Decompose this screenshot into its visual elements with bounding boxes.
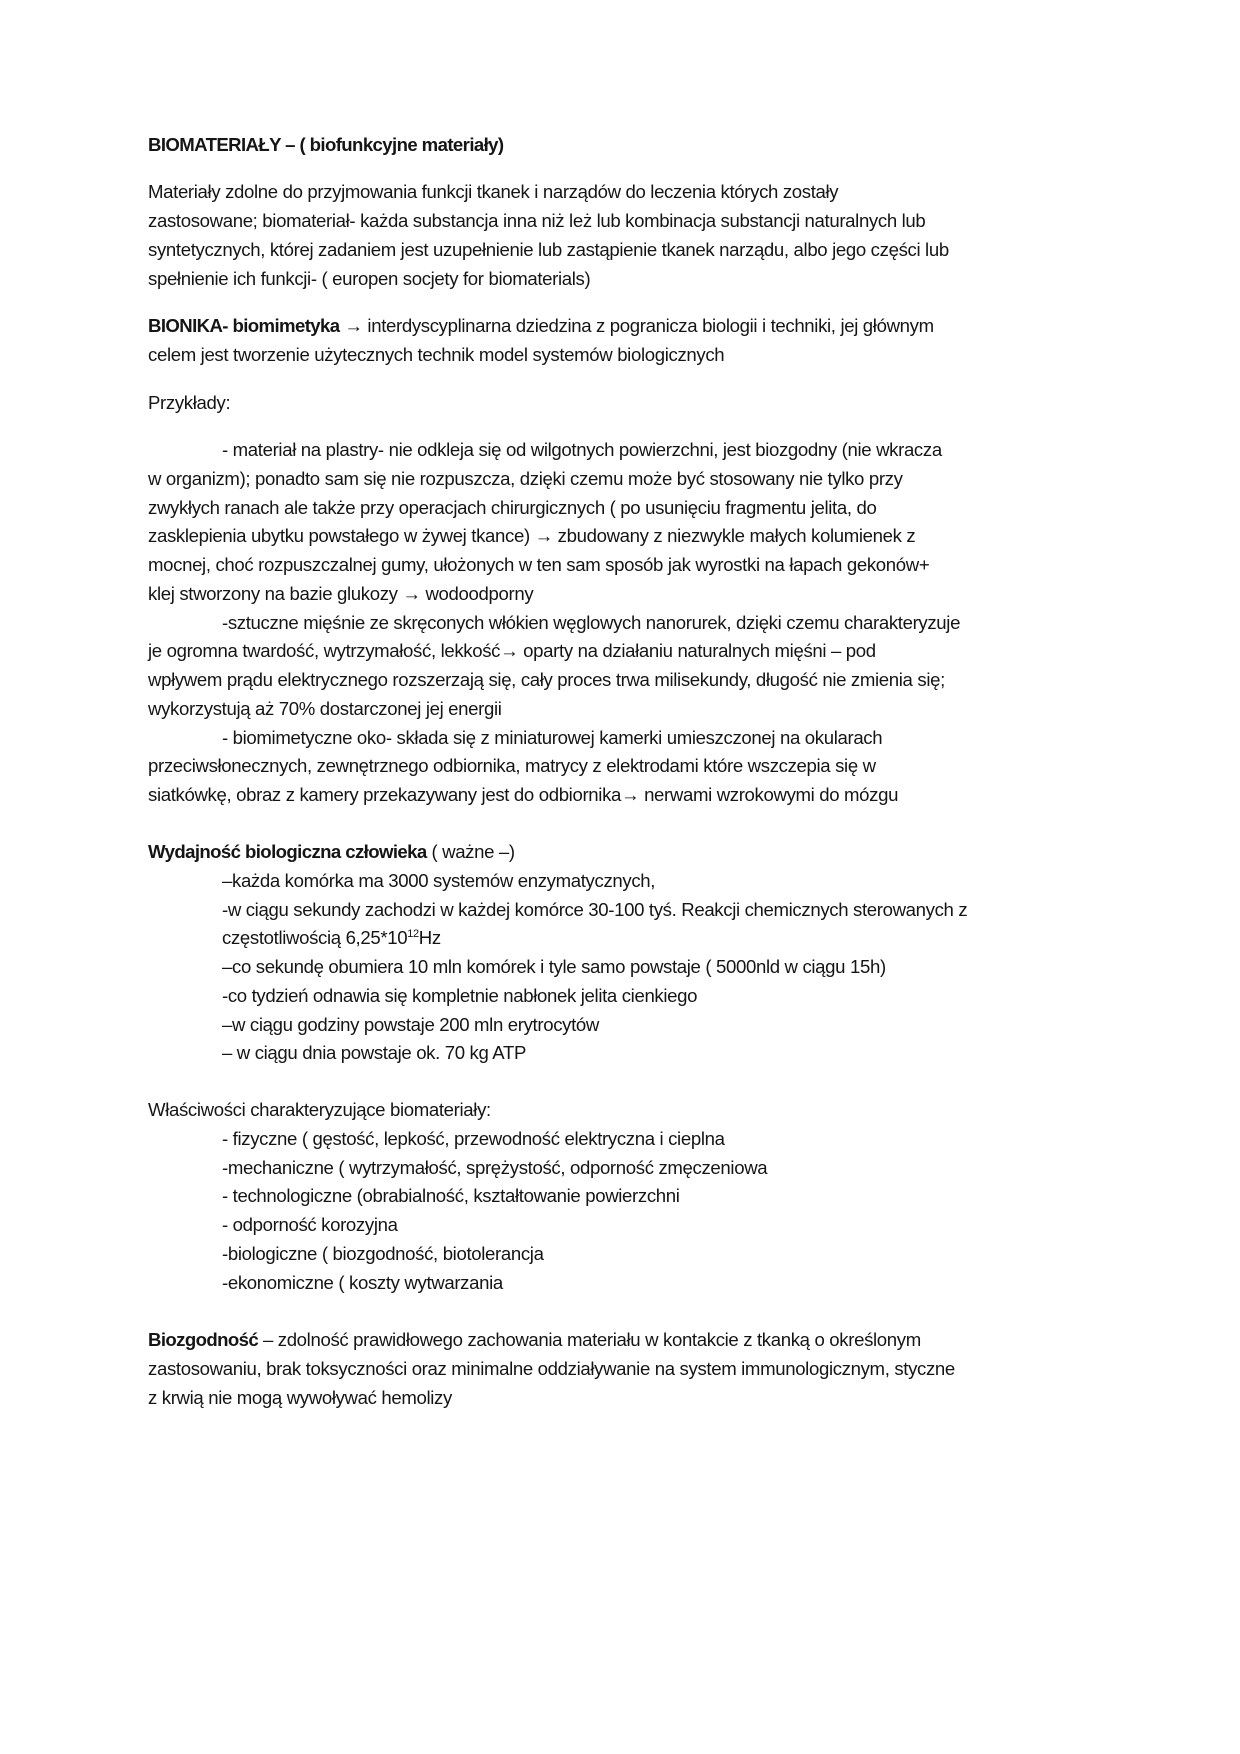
example-line: siatkówkę, obraz z kamery przekazywany jest do odbiornika→ nerwami wzrokowymi do mózgu: [148, 784, 899, 805]
definition-line: syntetycznych, której zadaniem jest uzupełnienie lub zastąpienie tkanek narządu, albo jego części lub: [148, 239, 949, 260]
efficiency-item: -co tydzień odnawia się kompletnie nabłonek jelita cienkiego: [222, 985, 698, 1006]
property-item: -biologiczne ( biozgodność, biotolerancja: [222, 1243, 544, 1264]
bionika-line: celem jest tworzenie użytecznych technik model systemów biologicznych: [148, 344, 725, 365]
frequency-prefix: częstotliwością 6,25*10: [222, 927, 408, 948]
bionika-term: BIONIKA- biomimetyka: [148, 315, 340, 336]
efficiency-heading: [148, 840, 515, 864]
example-line: zwykłych ranach ale także przy operacjach chirurgicznych ( po usunięciu fragmentu jelita, do: [148, 497, 877, 518]
example-line: mocnej, choć rozpuszczalnej gumy, ułożonych w ten sam sposób jak wyrostki na łapach gekonów+: [148, 554, 930, 575]
document-title: BIOMATERIAŁY – ( biofunkcyjne materiały): [148, 134, 504, 155]
biocompatibility-definition: – zdolność prawidłowego zachowania materiału w kontakcie z tkanką o określonym: [258, 1329, 921, 1350]
example-line: zasklepienia ubytku powstałego w żywej tkance) → zbudowany z niezwykle małych kolumienek z: [148, 525, 916, 546]
efficiency-item: – w ciągu dnia powstaje ok. 70 kg ATP: [222, 1042, 527, 1063]
properties-heading: Właściwości charakteryzujące biomateriały:: [148, 1099, 491, 1120]
definition-line: zastosowane; biomateriał- każda substancja inna niż leż lub kombinacja substancji naturalnych lub: [148, 210, 926, 231]
biocompatibility-term: Biozgodność: [148, 1329, 259, 1350]
efficiency-frequency: [222, 926, 441, 950]
property-item: - fizyczne ( gęstość, lepkość, przewodność elektryczna i cieplna: [222, 1128, 725, 1149]
bionika-paragraph: [148, 314, 934, 338]
property-item: -ekonomiczne ( koszty wytwarzania: [222, 1272, 503, 1293]
example-line: - materiał na plastry- nie odkleja się od wilgotnych powierzchni, jest biozgodny (nie wkracza: [222, 439, 942, 460]
bionika-definition: → interdyscyplinarna dziedzina z pogranicza biologii i techniki, jej głównym: [339, 315, 934, 336]
efficiency-item: –co sekundę obumiera 10 mln komórek i tyle samo powstaje ( 5000nld w ciągu 15h): [222, 956, 886, 977]
example-line: wykorzystują aż 70% dostarczonej jej energii: [148, 698, 502, 719]
property-item: - technologiczne (obrabialność, kształtowanie powierzchni: [222, 1185, 680, 1206]
example-line: -sztuczne mięśnie ze skręconych włókien węglowych nanorurek, dzięki czemu charakteryzuje: [222, 612, 961, 633]
example-line: je ogromna twardość, wytrzymałość, lekkość→ oparty na działaniu naturalnych mięśni – pod: [148, 640, 876, 661]
frequency-unit: Hz: [418, 927, 441, 948]
efficiency-item: –w ciągu godziny powstaje 200 mln erytrocytów: [222, 1014, 599, 1035]
examples-heading: Przykłady:: [148, 392, 231, 413]
biocompatibility-line: zastosowaniu, brak toksyczności oraz minimalne oddziaływanie na system immunologicznym, styczne: [148, 1358, 955, 1379]
example-line: przeciwsłonecznych, zewnętrznego odbiornika, matrycy z elektrodami które wszczepia się w: [148, 755, 876, 776]
example-line: w organizm); ponadto sam się nie rozpuszcza, dzięki czemu może być stosowany nie tylko przy: [148, 468, 903, 489]
example-line: klej stworzony na bazie glukozy → wodoodporny: [148, 583, 534, 604]
example-line: wpływem prądu elektrycznego rozszerzają się, cały proces trwa milisekundy, długość nie zmienia się;: [148, 669, 945, 690]
frequency-exponent: 12: [407, 928, 419, 940]
property-item: - odporność korozyjna: [222, 1214, 398, 1235]
efficiency-heading-bold: Wydajność biologiczna człowieka: [148, 841, 427, 862]
efficiency-item: –każda komórka ma 3000 systemów enzymatycznych,: [222, 870, 656, 891]
definition-line: Materiały zdolne do przyjmowania funkcji tkanek i narządów do leczenia których zostały: [148, 181, 839, 202]
definition-line: spełnienie ich funkcji- ( europen socjety for biomaterials): [148, 268, 591, 289]
example-line: - biomimetyczne oko- składa się z miniaturowej kamerki umieszczonej na okularach: [222, 727, 883, 748]
property-item: -mechaniczne ( wytrzymałość, sprężystość, odporność zmęczeniowa: [222, 1157, 768, 1178]
efficiency-heading-note: ( ważne –): [426, 841, 515, 862]
biocompatibility-paragraph: [148, 1328, 921, 1352]
biocompatibility-line: z krwią nie mogą wywoływać hemolizy: [148, 1387, 452, 1408]
efficiency-item: -w ciągu sekundy zachodzi w każdej komórce 30-100 tyś. Reakcji chemicznych sterowanych z: [222, 899, 968, 920]
